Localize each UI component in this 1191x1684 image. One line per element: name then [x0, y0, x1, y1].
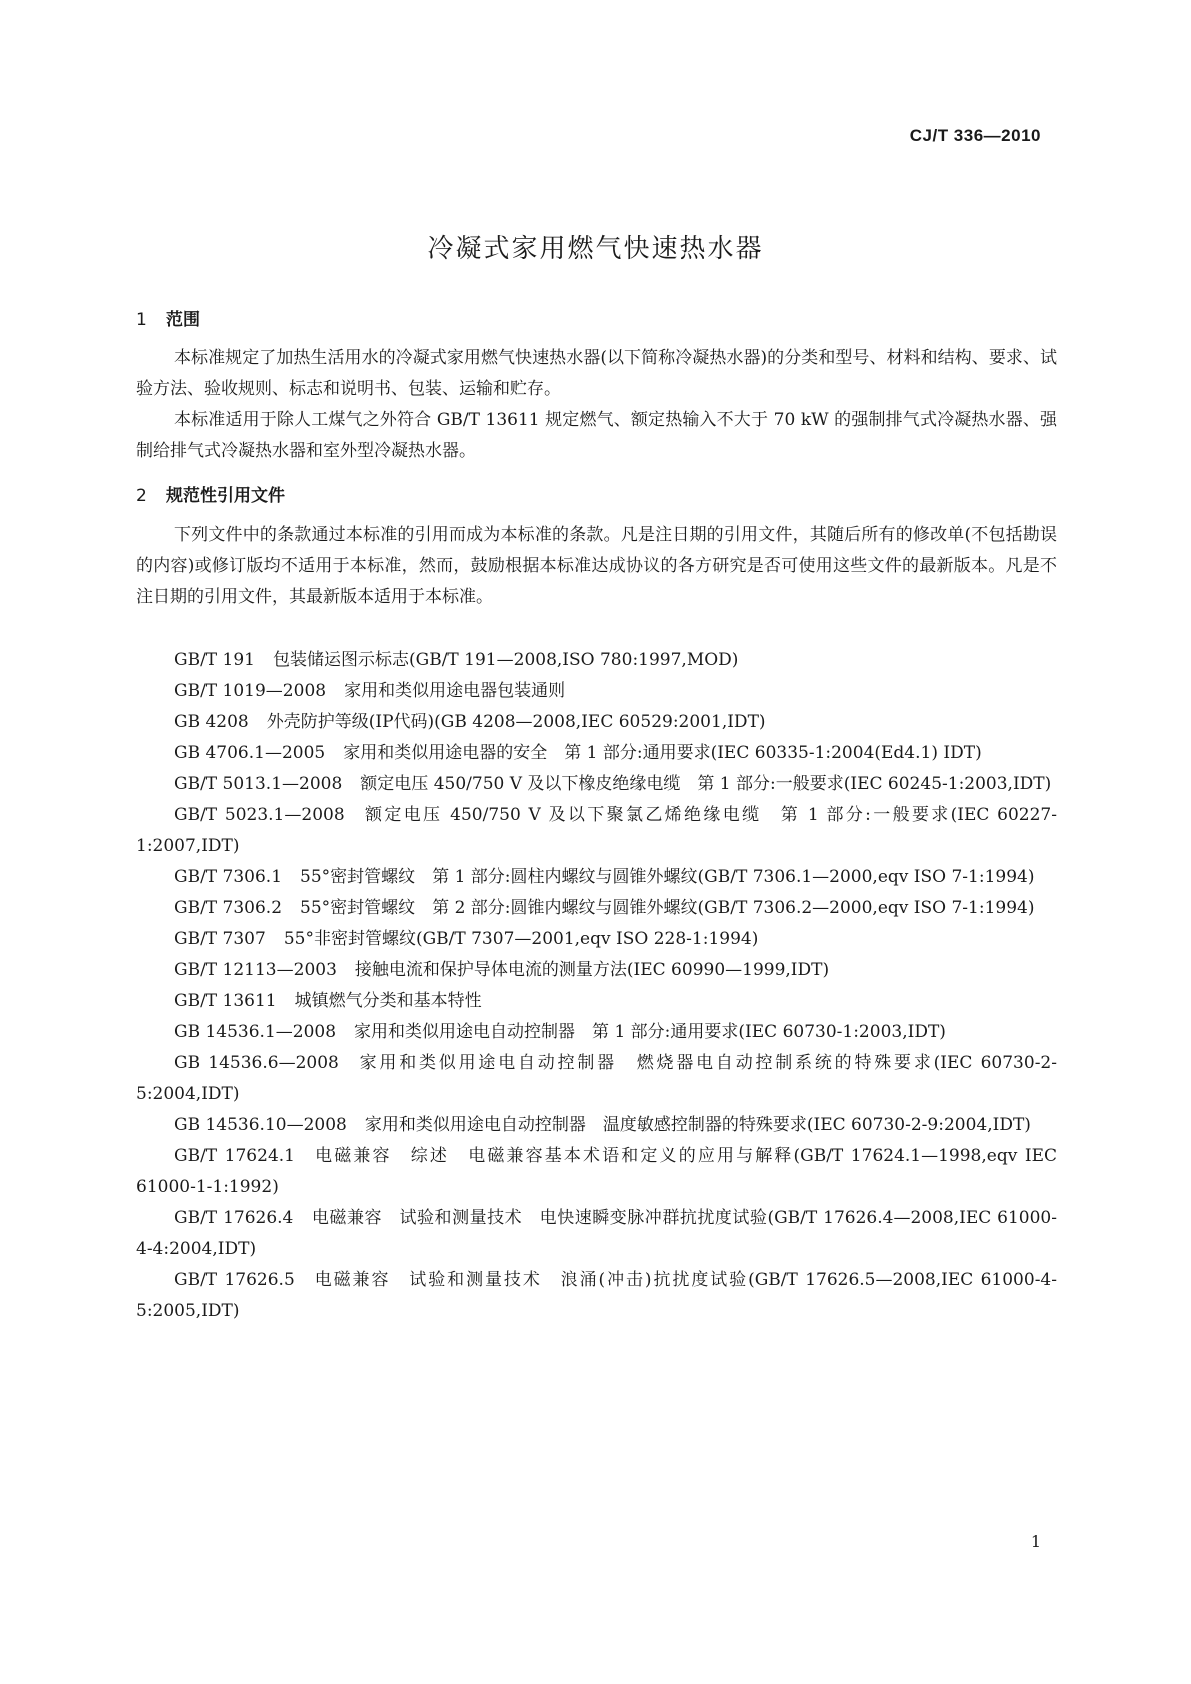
reference-item — [136, 769, 1057, 800]
reference-title: 外壳防护等级(IP代码)(GB 4208—2008,IEC 60529:2001,IDT) — [266, 712, 766, 732]
reference-code: GB/T 12113—2003 — [174, 960, 337, 980]
standard-code: CJ/T 336—2010 — [909, 126, 1041, 145]
reference-item — [136, 707, 1057, 738]
reference-item — [136, 862, 1057, 893]
reference-code: GB/T 191 — [174, 650, 255, 670]
reference-code: GB/T 13611 — [174, 991, 277, 1011]
reference-title: 家用和类似用途电自动控制器 燃烧器电自动控制系统的特殊要求(IEC 60730-2-5:2004,IDT) — [136, 1053, 1057, 1104]
reference-title: 55°密封管螺纹 第 1 部分:圆柱内螺纹与圆锥外螺纹(GB/T 7306.1—2000,eqv ISO 7-1:1994) — [300, 867, 1035, 887]
reference-code: GB 14536.1—2008 — [174, 1022, 337, 1042]
reference-code: GB/T 17626.4 — [174, 1208, 294, 1228]
reference-code: GB 14536.10—2008 — [174, 1115, 347, 1135]
reference-title: 额定电压 450/750 V 及以下橡皮绝缘电缆 第 1 部分:一般要求(IEC 60245-1:2003,IDT) — [360, 774, 1052, 794]
reference-item — [136, 1017, 1057, 1048]
reference-item — [136, 1110, 1057, 1141]
reference-item — [136, 1048, 1057, 1110]
reference-item — [136, 1203, 1057, 1265]
document-title: 冷凝式家用燃气快速热水器 — [427, 234, 764, 264]
reference-code: GB/T 7307 — [174, 929, 266, 949]
reference-item — [136, 893, 1057, 924]
reference-title: 额定电压 450/750 V 及以下聚氯乙烯绝缘电缆 第 1 部分:一般要求(IEC 60227-1:2007,IDT) — [136, 805, 1057, 856]
reference-title: 电磁兼容 综述 电磁兼容基本术语和定义的应用与解释(GB/T 17624.1—1998,eqv IEC 61000-1-1:1992) — [136, 1146, 1057, 1197]
reference-item — [136, 1141, 1057, 1203]
reference-title: 55°密封管螺纹 第 2 部分:圆锥内螺纹与圆锥外螺纹(GB/T 7306.2—2000,eqv ISO 7-1:1994) — [300, 898, 1035, 918]
reference-code: GB 14536.6—2008 — [174, 1053, 339, 1073]
reference-item — [136, 924, 1057, 955]
scope-paragraph-1: 本标准规定了加热生活用水的冷凝式家用燃气快速热水器(以下简称冷凝热水器)的分类和型号、材料和结构、要求、试验方法、验收规则、标志和说明书、包装、运输和贮存。 — [136, 348, 1057, 399]
reference-code: GB/T 17624.1 — [174, 1146, 295, 1166]
reference-item — [136, 1265, 1057, 1327]
reference-title: 家用和类似用途电器包装通则 — [344, 681, 566, 701]
reference-list — [136, 645, 1057, 1327]
reference-item — [136, 955, 1057, 986]
reference-code: GB/T 5013.1—2008 — [174, 774, 343, 794]
section-2-heading — [136, 481, 285, 506]
reference-code: GB 4208 — [174, 712, 249, 732]
reference-code: GB/T 7306.2 — [174, 898, 283, 918]
reference-title: 家用和类似用途电器的安全 第 1 部分:通用要求(IEC 60335-1:2004(Ed4.1) IDT) — [343, 743, 982, 763]
section-number: 1 — [136, 310, 147, 330]
scope-paragraph-2: 本标准适用于除人工煤气之外符合 GB/T 13611 规定燃气、额定热输入不大于 70 kW 的强制排气式冷凝热水器、强制给排气式冷凝热水器和室外型冷凝热水器。 — [136, 410, 1057, 461]
reference-item — [136, 676, 1057, 707]
reference-code: GB/T 1019—2008 — [174, 681, 327, 701]
reference-item — [136, 986, 1057, 1017]
reference-title: 城镇燃气分类和基本特性 — [294, 991, 482, 1011]
section-1-heading — [136, 305, 200, 330]
reference-code: GB 4706.1—2005 — [174, 743, 326, 763]
page-number: 1 — [1030, 1532, 1041, 1551]
reference-code: GB/T 7306.1 — [174, 867, 283, 887]
section-title: 范围 — [166, 310, 200, 330]
reference-title: 电磁兼容 试验和测量技术 电快速瞬变脉冲群抗扰度试验(GB/T 17626.4—2008,IEC 61000-4-4:2004,IDT) — [136, 1208, 1057, 1259]
reference-title: 接触电流和保护导体电流的测量方法(IEC 60990—1999,IDT) — [354, 960, 830, 980]
reference-title: 包装储运图示标志(GB/T 191—2008,ISO 780:1997,MOD) — [273, 650, 739, 670]
reference-title: 55°非密封管螺纹(GB/T 7307—2001,eqv ISO 228-1:1994) — [283, 929, 759, 949]
reference-item — [136, 738, 1057, 769]
reference-item — [136, 800, 1057, 862]
reference-code: GB/T 17626.5 — [174, 1270, 295, 1290]
reference-title: 家用和类似用途电自动控制器 第 1 部分:通用要求(IEC 60730-1:2003,IDT) — [354, 1022, 946, 1042]
normative-references-intro: 下列文件中的条款通过本标准的引用而成为本标准的条款。凡是注日期的引用文件，其随后所有的修改单(不包括勘误的内容)或修订版均不适用于本标准，然而，鼓励根据本标准达成协议的各方研究是否可使用这些文件的最新版本。凡是不注日期的引用文件，其最新版本适用于本标准。 — [136, 525, 1057, 607]
reference-title: 家用和类似用途电自动控制器 温度敏感控制器的特殊要求(IEC 60730-2-9:2004,IDT) — [364, 1115, 1031, 1135]
reference-code: GB/T 5023.1—2008 — [174, 805, 345, 825]
section-title: 规范性引用文件 — [166, 486, 285, 506]
section-number: 2 — [136, 486, 147, 506]
reference-title: 电磁兼容 试验和测量技术 浪涌(冲击)抗扰度试验(GB/T 17626.5—2008,IEC 61000-4-5:2005,IDT) — [136, 1270, 1057, 1321]
reference-item — [136, 645, 1057, 676]
